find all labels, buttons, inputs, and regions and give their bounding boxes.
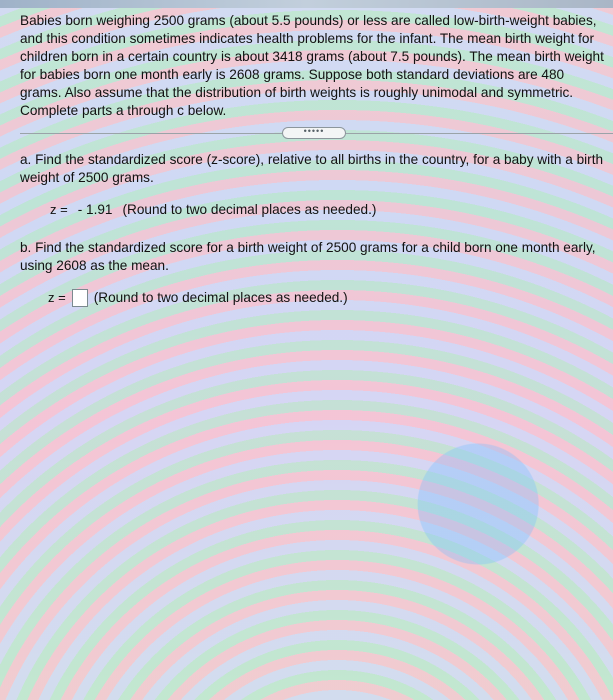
part-a-answer-value[interactable]: - 1.91 xyxy=(77,202,113,217)
part-b-answer-input[interactable] xyxy=(72,289,88,307)
part-a-z-label: z = xyxy=(50,202,68,217)
part-a-question: a. Find the standardized score (z-score), relative to all births in the country, for a baby with a birth weight of 2500 grams. xyxy=(20,152,604,185)
problem-statement: Babies born weighing 2500 grams (about 5.5 pounds) or less are called low-birth-weight babies, and this condition sometimes indicates health problems for the infant. The mean birth weight for children born in a certain country is about 3418 grams (about 7.5 pounds). The mean birth weight for babies born one month early is 2608 grams. Suppose both standard deviations are 480 grams. Also assume that the distribution of birth weights is roughly unimodal and symmetric. Complete parts a through c below. xyxy=(20,13,604,118)
more-dots-icon: ••••• xyxy=(303,126,325,136)
top-bar xyxy=(0,0,613,8)
part-b-question: b. Find the standardized score for a birth weight of 2500 grams for a child born one month early, using 2608 as the mean. xyxy=(20,240,596,273)
part-a-rounding-hint: (Round to two decimal places as needed.) xyxy=(122,202,377,217)
part-b-answer-row xyxy=(48,289,348,307)
expand-button[interactable] xyxy=(282,127,346,139)
part-b-z-label: z = xyxy=(48,290,66,305)
part-b-rounding-hint: (Round to two decimal places as needed.) xyxy=(93,290,348,305)
part-a-answer-row xyxy=(50,201,376,219)
